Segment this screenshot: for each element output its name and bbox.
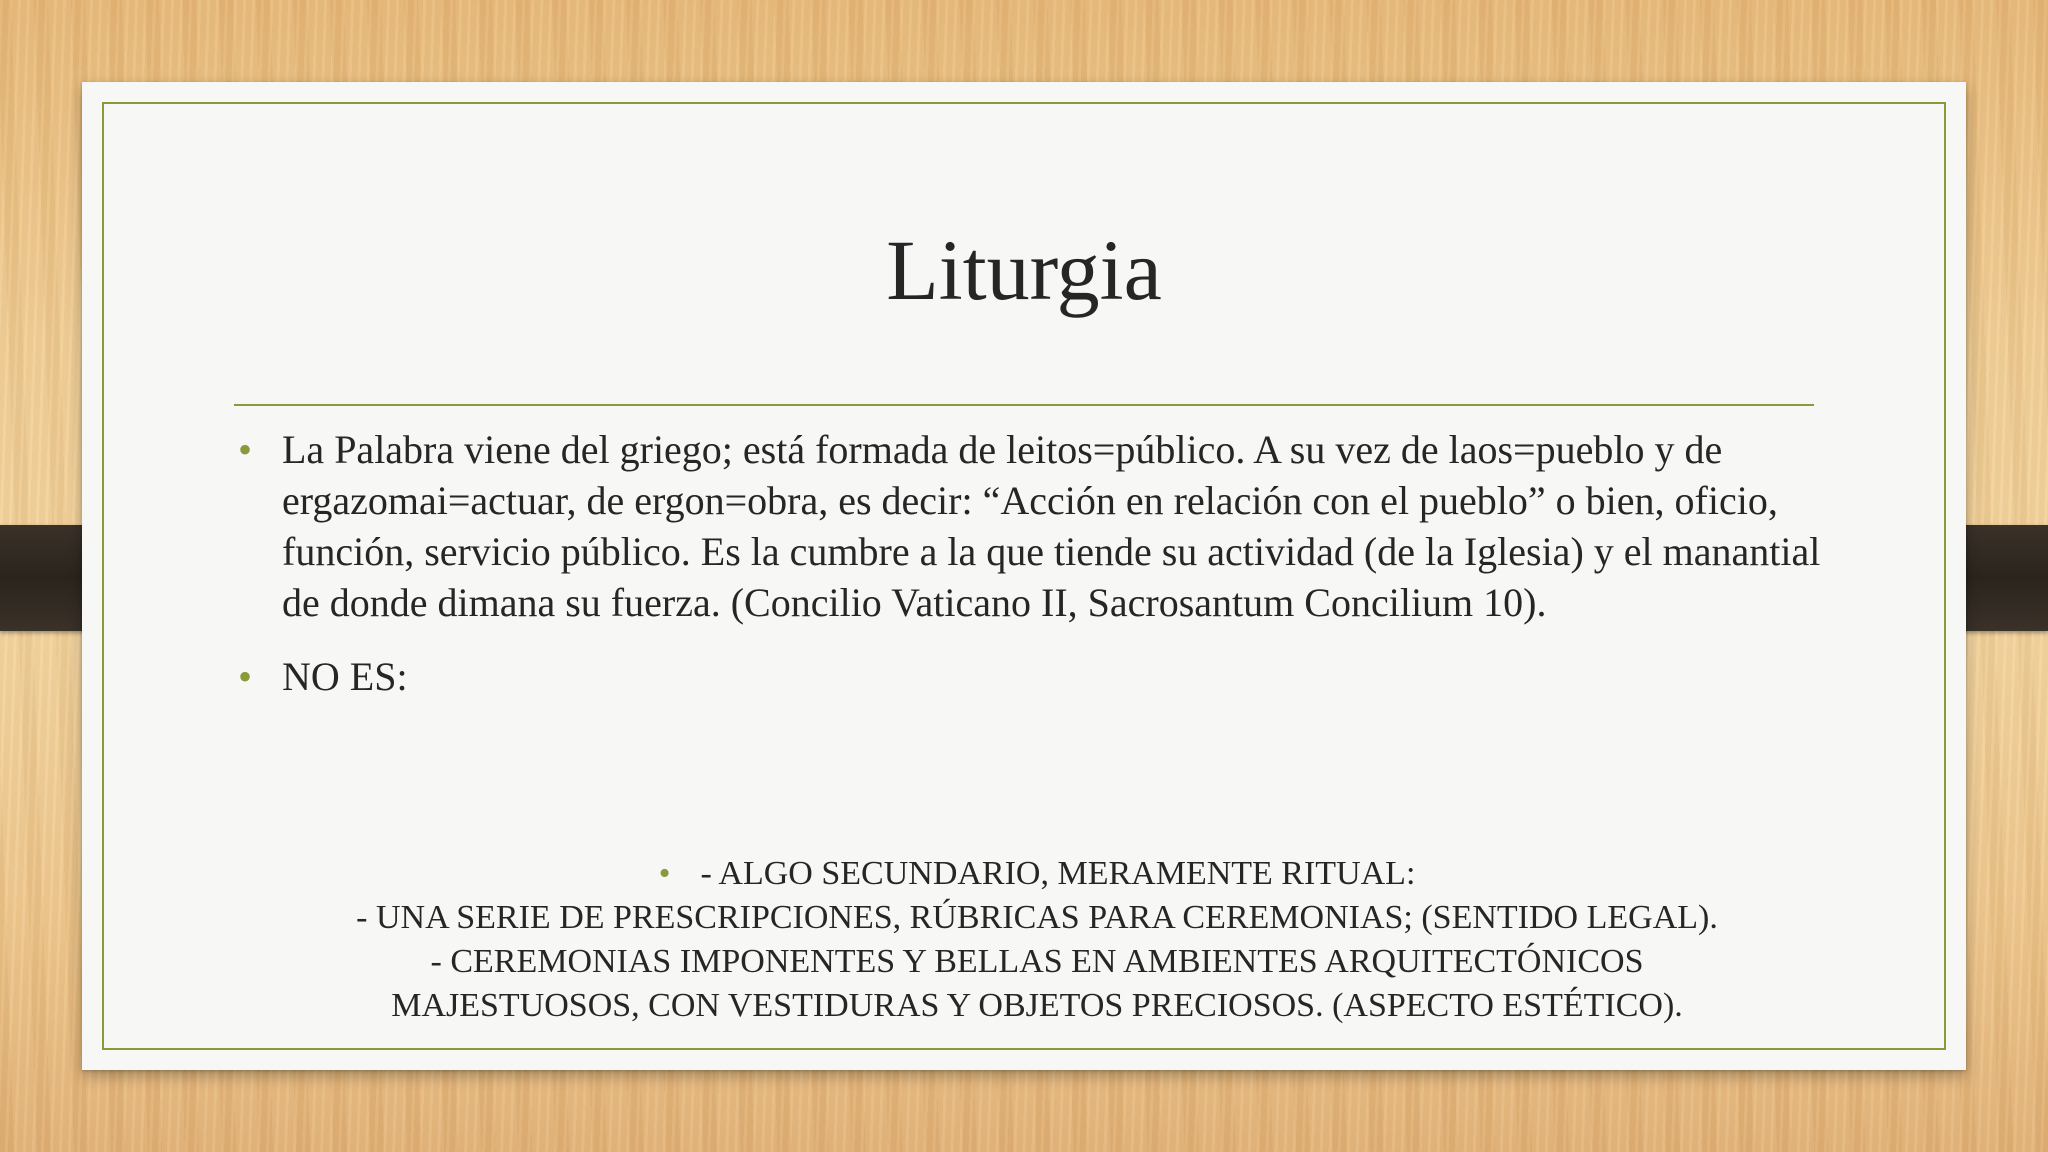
sub-line — [282, 852, 1792, 896]
title-divider — [234, 404, 1814, 406]
bullet-text: La Palabra viene del griego; está formada de leitos=público. A su vez de laos=pueblo y de ergazomai=actuar, de ergon=obra, es decir: “Acción en relación con el pueblo” o bien, oficio, función, servicio público. Es la cumbre a la que tiende su actividad (de la Iglesia) y el manantial de donde dimana su fuerza. (Concilio Vaticano II, Sacrosantum Concilium 10). — [282, 427, 1821, 625]
bullet-dot-icon: • — [238, 427, 253, 472]
sub-line: - UNA SERIE DE PRESCRIPCIONES, RÚBRICAS PARA CEREMONIAS; (SENTIDO LEGAL). — [356, 899, 1718, 936]
bullet-dot-icon: • — [238, 654, 253, 699]
bullet-item-definition — [230, 424, 1830, 628]
sub-bullet-block — [282, 852, 1792, 1028]
slide-card — [82, 82, 1966, 1070]
bullet-list — [230, 424, 1830, 702]
slide-title: Liturgia — [886, 222, 1162, 318]
sub-line: MAJESTUOSOS, CON VESTIDURAS Y OBJETOS PRECIOSOS. (ASPECTO ESTÉTICO). — [391, 987, 1683, 1024]
sub-line: - CEREMONIAS IMPONENTES Y BELLAS EN AMBIENTES ARQUITECTÓNICOS — [430, 943, 1644, 980]
bullet-item-no-es — [230, 651, 1830, 702]
sub-line-text: - ALGO SECUNDARIO, MERAMENTE RITUAL: — [700, 855, 1416, 892]
bullet-text: NO ES: — [282, 654, 408, 699]
sub-bullet-dot-icon: • — [658, 855, 671, 892]
